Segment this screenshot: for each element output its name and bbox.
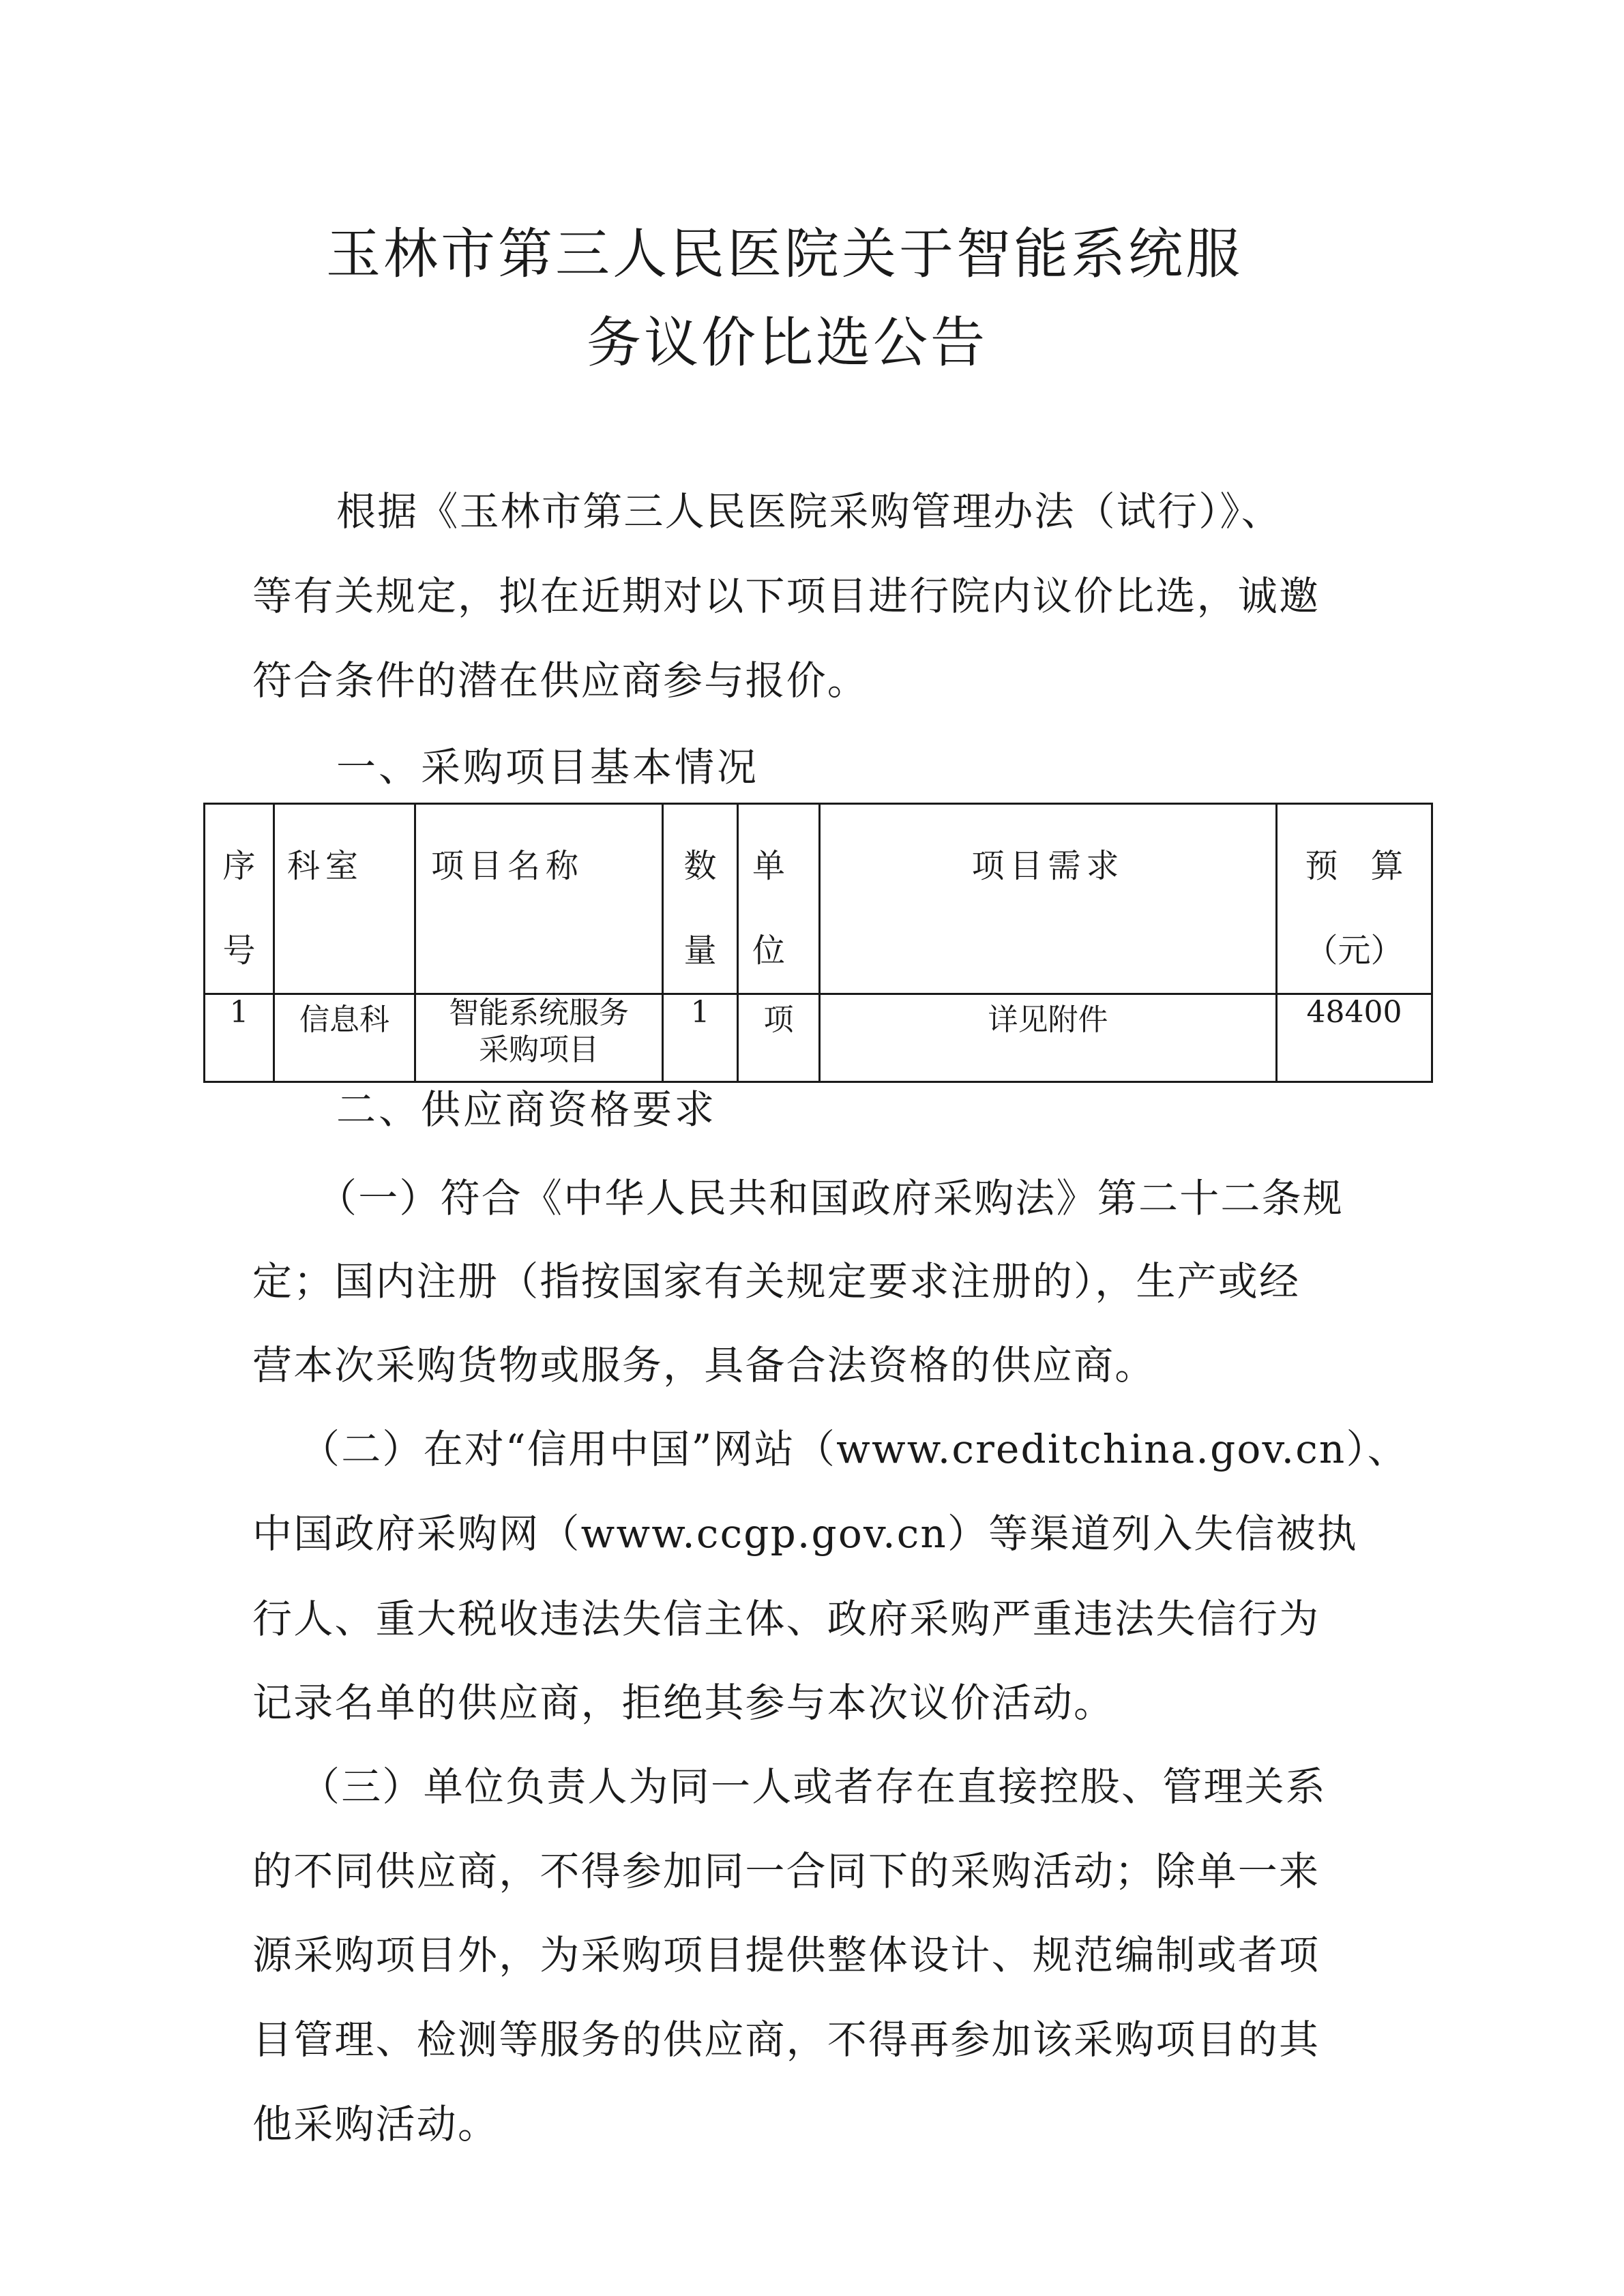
header-qty-top: 数	[683, 847, 717, 885]
item-1-line-2: 定；国内注册（指按国家有关规定要求注册的），生产或经	[252, 1258, 1301, 1304]
header-name	[415, 804, 663, 994]
section-2-heading: 二、供应商资格要求	[336, 1086, 718, 1133]
header-dept	[274, 804, 415, 994]
item-2-line-1: （二）在对“信用中国”网站（www.creditchina.gov.cn）、	[300, 1426, 1408, 1472]
header-unit-top: 单	[752, 847, 786, 885]
header-budget-top: 预 算	[1305, 847, 1404, 885]
header-qty	[663, 804, 738, 994]
cell-budget: 48400	[1277, 994, 1432, 1082]
intro-line-3: 符合条件的潜在供应商参与报价。	[252, 657, 869, 704]
cell-unit: 项	[738, 994, 820, 1082]
header-seq-top: 序	[222, 847, 256, 885]
cell-req: 详见附件	[820, 994, 1277, 1082]
header-budget	[1277, 804, 1432, 994]
item-3-line-5: 他采购活动。	[252, 2101, 499, 2147]
header-req-label: 项目需求	[971, 847, 1125, 885]
cell-name-line-1: 智能系统服务	[449, 996, 629, 1030]
item-1-line-3: 营本次采购货物或服务，具备合法资格的供应商。	[252, 1342, 1156, 1388]
item-3-line-3: 源采购项目外，为采购项目提供整体设计、规范编制或者项	[252, 1932, 1320, 1978]
document-title-line-2: 务议价比选公告	[587, 311, 988, 374]
table-header-row	[205, 804, 1432, 994]
header-seq-bottom: 号	[222, 931, 256, 970]
intro-line-1: 根据《玉林市第三人民医院采购管理办法（试行）》、	[336, 488, 1282, 535]
header-qty-bottom: 量	[683, 931, 717, 970]
header-dept-label: 科室	[287, 847, 364, 885]
document-title-line-1: 玉林市第三人民医院关于智能系统服	[326, 222, 1243, 286]
header-seq	[205, 804, 274, 994]
item-2-line-3: 行人、重大税收违法失信主体、政府采购严重违法失信行为	[252, 1596, 1320, 1642]
cell-dept: 信息科	[274, 994, 415, 1082]
intro-line-2: 等有关规定，拟在近期对以下项目进行院内议价比选，诚邀	[252, 573, 1320, 619]
header-unit-bottom: 位	[752, 931, 786, 970]
item-2-line-4: 记录名单的供应商，拒绝其参与本次议价活动。	[252, 1680, 1115, 1726]
header-name-label: 项目名称	[431, 847, 585, 885]
cell-name	[415, 994, 663, 1082]
cell-seq: 1	[205, 994, 274, 1082]
item-3-line-2: 的不同供应商，不得参加同一合同下的采购活动；除单一来	[252, 1848, 1320, 1894]
item-3-line-4: 目管理、检测等服务的供应商，不得再参加该采购项目的其	[252, 2016, 1320, 2063]
item-2-line-2: 中国政府采购网（www.ccgp.gov.cn）等渠道列入失信被执	[252, 1510, 1358, 1557]
cell-name-line-2: 采购项目	[479, 1032, 599, 1067]
header-req	[820, 804, 1277, 994]
item-3-line-1: （三）单位负责人为同一人或者存在直接控股、管理关系	[300, 1763, 1327, 1810]
header-budget-bottom: （元）	[1305, 931, 1404, 970]
cell-qty: 1	[663, 994, 738, 1082]
header-unit	[738, 804, 820, 994]
procurement-table	[203, 803, 1433, 1083]
table-row	[205, 994, 1432, 1082]
item-1-line-1: （一）符合《中华人民共和国政府采购法》第二十二条规	[317, 1175, 1344, 1221]
section-1-heading: 一、采购项目基本情况	[336, 744, 760, 790]
